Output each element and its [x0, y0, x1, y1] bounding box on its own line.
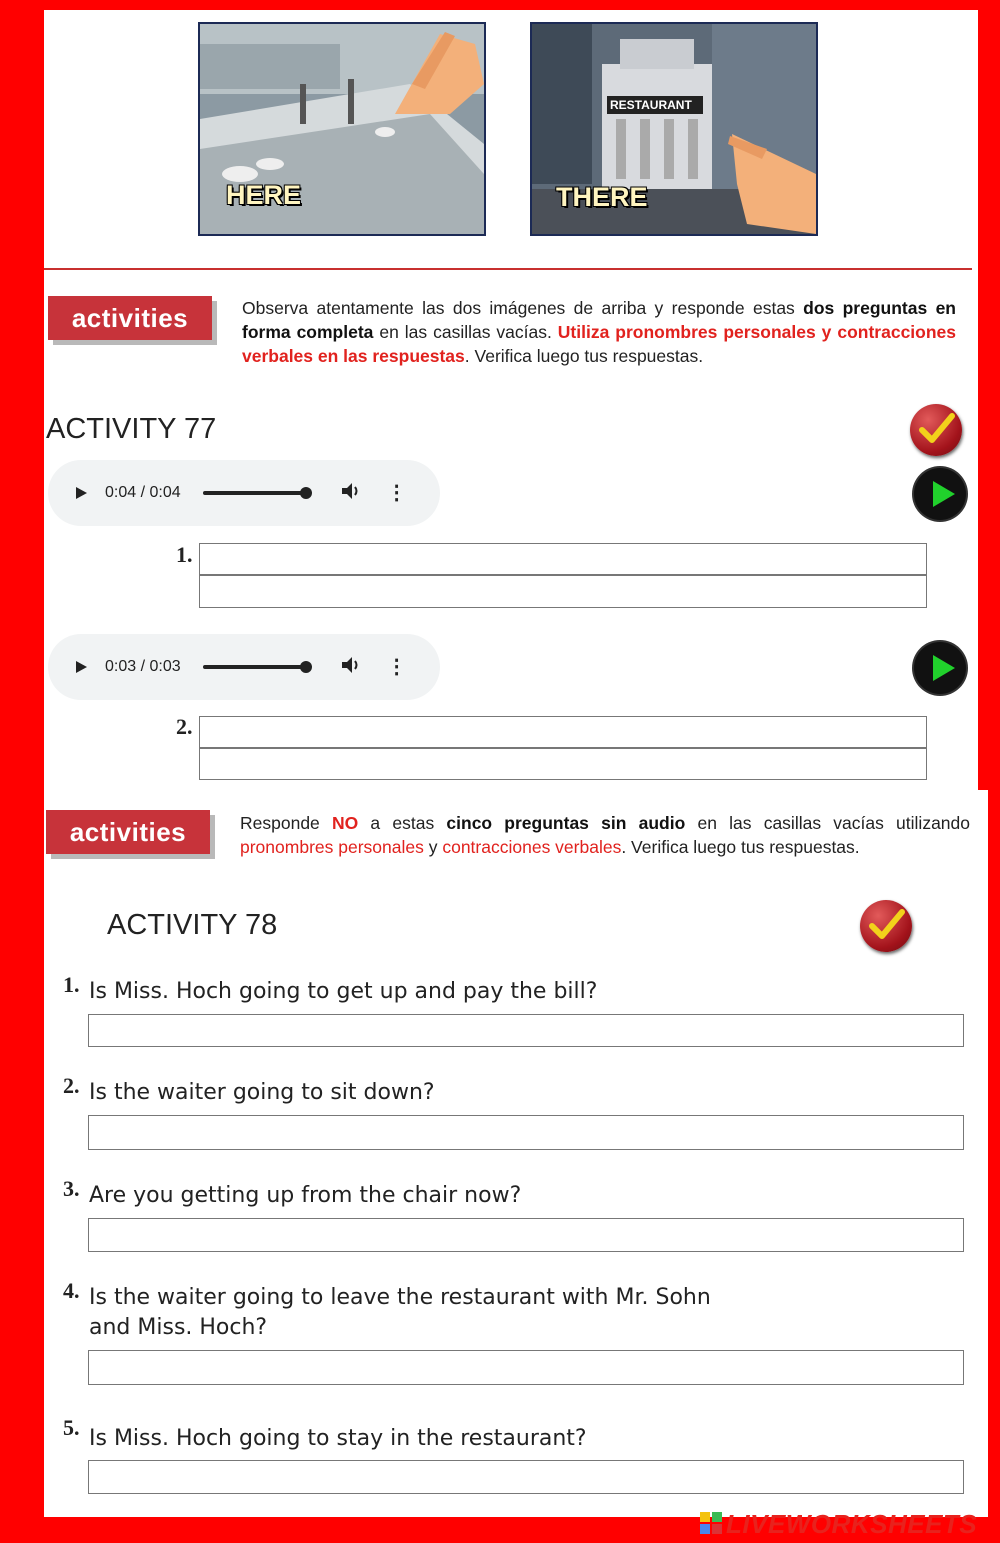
activities-badge: activities — [48, 296, 212, 340]
more-options-icon[interactable]: ⋮ — [386, 656, 407, 678]
answer-box[interactable] — [199, 748, 927, 780]
activity-77-title: ACTIVITY 77 — [46, 413, 217, 445]
here-label: HERE — [226, 180, 302, 210]
worksheet-page-lower — [44, 790, 988, 1517]
volume-icon[interactable] — [341, 482, 361, 505]
audio-time: 0:03 / 0:03 — [105, 658, 181, 675]
section-divider — [44, 268, 972, 270]
answer-box[interactable] — [88, 1014, 964, 1047]
check-answers-button[interactable] — [910, 404, 962, 456]
answer-box[interactable] — [88, 1218, 964, 1252]
answer-box[interactable] — [88, 1460, 964, 1494]
answer-box[interactable] — [199, 716, 927, 748]
answer-box[interactable] — [199, 575, 927, 608]
activity-78-title: ACTIVITY 78 — [107, 909, 278, 941]
question-text: Is Miss. Hoch going to get up and pay the bill? — [89, 979, 598, 1004]
checkmark-icon — [918, 410, 956, 448]
liveworksheets-brand[interactable]: LIVEWORKSHEETS — [726, 1509, 978, 1539]
question-text: Is the waiter going to leave the restaurant with Mr. Sohn — [89, 1285, 711, 1310]
question-number: 2. — [176, 714, 193, 739]
question-text: Are you getting up from the chair now? — [89, 1183, 522, 1208]
liveworksheets-logo-icon — [700, 1512, 722, 1534]
question-text: Is the waiter going to sit down? — [89, 1080, 435, 1105]
answer-box[interactable] — [88, 1115, 964, 1150]
play-icon[interactable] — [76, 487, 87, 499]
activity-78-instructions: Responde NO a estas cinco preguntas sin audio en las casillas vacías utilizando pronombres personales y contracciones verbales. Verifica luego tus respuestas. — [240, 813, 970, 857]
more-options-icon[interactable]: ⋮ — [386, 482, 407, 504]
play-button[interactable] — [914, 642, 966, 694]
question-number: 5. — [63, 1415, 80, 1440]
volume-icon[interactable] — [341, 656, 361, 679]
checkmark-icon — [868, 906, 906, 944]
here-image — [198, 22, 486, 236]
audio-player-2[interactable] — [48, 634, 440, 700]
there-label: THERE — [556, 182, 648, 212]
audio-time: 0:04 / 0:04 — [105, 484, 181, 501]
question-number: 2. — [63, 1073, 80, 1098]
audio-progress-slider[interactable] — [203, 665, 309, 669]
question-number: 1. — [63, 972, 80, 997]
question-number: 4. — [63, 1278, 80, 1303]
audio-player-1[interactable] — [48, 460, 440, 526]
question-number: 3. — [63, 1176, 80, 1201]
answer-box[interactable] — [88, 1350, 964, 1385]
play-icon[interactable] — [76, 661, 87, 673]
activity-77-instructions: Observa atentamente las dos imágenes de arriba y responde estas dos preguntas en forma completa en las casillas vacías. Utiliza pronombres personales y contracciones verbales en las respuestas. Verifica luego tus respuestas. — [242, 298, 957, 366]
check-answers-button[interactable] — [860, 900, 912, 952]
question-text: Is Miss. Hoch going to stay in the restaurant? — [89, 1426, 587, 1451]
answer-box[interactable] — [199, 543, 927, 575]
activities-badge: activities — [46, 810, 210, 854]
restaurant-sign: RESTAURANT — [610, 98, 692, 112]
there-image — [530, 22, 818, 236]
question-number: 1. — [176, 542, 193, 567]
question-text-continued: and Miss. Hoch? — [89, 1315, 268, 1340]
play-button[interactable] — [914, 468, 966, 520]
audio-progress-slider[interactable] — [203, 491, 309, 495]
